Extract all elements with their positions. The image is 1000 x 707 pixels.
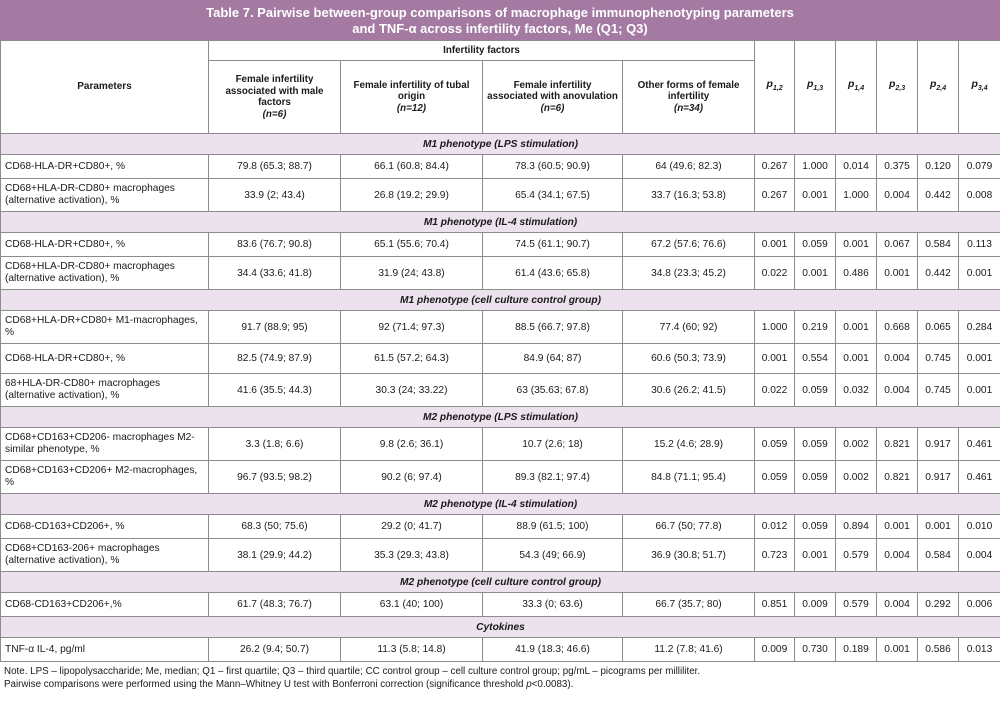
p-value-cell: 0.917 [918, 428, 959, 461]
table-row [1, 179, 1000, 212]
group-value-cell: 33.7 (16.3; 53.8) [623, 179, 755, 212]
p-value-cell: 0.375 [877, 155, 918, 179]
parameter-cell: CD68+CD163+CD206- macrophages M2-similar phenotype, % [1, 428, 209, 461]
p-value-cell: 0.002 [836, 461, 877, 494]
p-value-cell: 0.001 [795, 179, 836, 212]
p-value-cell: 0.001 [877, 638, 918, 662]
group-value-cell: 15.2 (4.6; 28.9) [623, 428, 755, 461]
group-value-cell: 79.8 (65.3; 88.7) [209, 155, 341, 179]
p-value-cell: 0.012 [755, 515, 795, 539]
p-value-cell: 0.189 [836, 638, 877, 662]
p-value-cell: 0.022 [755, 257, 795, 290]
group-value-cell: 61.4 (43.6; 65.8) [483, 257, 623, 290]
group-value-cell: 88.5 (66.7; 97.8) [483, 311, 623, 344]
p-value-cell: 0.113 [959, 233, 1000, 257]
group-value-cell: 3.3 (1.8; 6.6) [209, 428, 341, 461]
table-row [1, 233, 1000, 257]
group-value-cell: 29.2 (0; 41.7) [341, 515, 483, 539]
table-title [0, 0, 1000, 40]
table-row [1, 344, 1000, 374]
p-value-cell: 0.668 [877, 311, 918, 344]
group-value-cell: 41.6 (35.5; 44.3) [209, 374, 341, 407]
table-row [1, 593, 1000, 617]
parameter-cell: CD68-HLA-DR+CD80+, % [1, 233, 209, 257]
p-value-cell: 0.004 [877, 179, 918, 212]
group-value-cell: 10.7 (2.6; 18) [483, 428, 623, 461]
p-value-cell: 0.001 [959, 257, 1000, 290]
group-value-cell: 35.3 (29.3; 43.8) [341, 539, 483, 572]
group-value-cell: 89.3 (82.1; 97.4) [483, 461, 623, 494]
section-title: M1 phenotype (LPS stimulation) [1, 134, 1000, 155]
p-value-cell: 1.000 [795, 155, 836, 179]
section-title: M1 phenotype (cell culture control group) [1, 290, 1000, 311]
header-group-1: Female infertility associated with male factors (n=6) [209, 61, 341, 134]
table-row [1, 311, 1000, 344]
p-value-cell: 0.292 [918, 593, 959, 617]
group-value-cell: 61.5 (57.2; 64.3) [341, 344, 483, 374]
header-p12: $p_{1,2}$ [755, 41, 795, 134]
section-title: M2 phenotype (LPS stimulation) [1, 407, 1000, 428]
p-value-cell: 0.579 [836, 539, 877, 572]
section-header [1, 134, 1000, 155]
group-value-cell: 92 (71.4; 97.3) [341, 311, 483, 344]
p-value-cell: 0.586 [918, 638, 959, 662]
group-value-cell: 9.8 (2.6; 36.1) [341, 428, 483, 461]
p-value-cell: 0.486 [836, 257, 877, 290]
section-header [1, 290, 1000, 311]
group-value-cell: 61.7 (48.3; 76.7) [209, 593, 341, 617]
p-value-cell: 0.001 [755, 233, 795, 257]
p-value-cell: 0.065 [918, 311, 959, 344]
header-p23: $p_{2,3}$ [877, 41, 918, 134]
p-value-cell: 0.723 [755, 539, 795, 572]
p-value-cell: 0.554 [795, 344, 836, 374]
group-value-cell: 84.8 (71.1; 95.4) [623, 461, 755, 494]
p-value-cell: 0.009 [755, 638, 795, 662]
p-value-cell: 0.001 [877, 515, 918, 539]
p-value-cell: 0.004 [877, 593, 918, 617]
group-value-cell: 36.9 (30.8; 51.7) [623, 539, 755, 572]
p-value-cell: 0.730 [795, 638, 836, 662]
group-value-cell: 66.7 (35.7; 80) [623, 593, 755, 617]
parameter-cell: CD68+HLA-DR+CD80+ M1-macrophages, % [1, 311, 209, 344]
section-title: M1 phenotype (IL-4 stimulation) [1, 212, 1000, 233]
p-value-cell: 0.894 [836, 515, 877, 539]
p-value-cell: 0.059 [795, 428, 836, 461]
group-value-cell: 66.1 (60.8; 84.4) [341, 155, 483, 179]
group-value-cell: 54.3 (49; 66.9) [483, 539, 623, 572]
p-value-cell: 0.004 [877, 344, 918, 374]
parameter-cell: CD68-HLA-DR+CD80+, % [1, 344, 209, 374]
group-value-cell: 33.3 (0; 63.6) [483, 593, 623, 617]
parameter-cell: CD68+HLA-DR-CD80+ macrophages (alternative activation), % [1, 257, 209, 290]
p-value-cell: 0.821 [877, 428, 918, 461]
header-p34: $p_{3,4}$ [959, 41, 1000, 134]
section-header [1, 494, 1000, 515]
p-value-cell: 0.851 [755, 593, 795, 617]
group-value-cell: 83.6 (76.7; 90.8) [209, 233, 341, 257]
header-p13: $p_{1,3}$ [795, 41, 836, 134]
p-value-cell: 0.001 [836, 233, 877, 257]
parameter-cell: CD68-HLA-DR+CD80+, % [1, 155, 209, 179]
p-value-cell: 0.821 [877, 461, 918, 494]
p-value-cell: 0.059 [795, 515, 836, 539]
p-value-cell: 0.059 [795, 374, 836, 407]
header-parameters: Parameters [1, 41, 209, 134]
group-value-cell: 78.3 (60.5; 90.9) [483, 155, 623, 179]
p-value-cell: 1.000 [836, 179, 877, 212]
header-group-2: Female infertility of tubal origin (n=12) [341, 61, 483, 134]
p-value-cell: 0.584 [918, 539, 959, 572]
p-value-cell: 0.014 [836, 155, 877, 179]
group-value-cell: 34.4 (33.6; 41.8) [209, 257, 341, 290]
group-value-cell: 66.7 (50; 77.8) [623, 515, 755, 539]
p-value-cell: 0.059 [755, 428, 795, 461]
header-group-4: Other forms of female infertility (n=34) [623, 61, 755, 134]
header-group-3: Female infertility associated with anovulation (n=6) [483, 61, 623, 134]
group-value-cell: 65.4 (34.1; 67.5) [483, 179, 623, 212]
p-value-cell: 0.032 [836, 374, 877, 407]
header-p24: $p_{2,4}$ [918, 41, 959, 134]
p-value-cell: 0.004 [877, 539, 918, 572]
table-row [1, 428, 1000, 461]
table-note [0, 662, 1000, 691]
group-value-cell: 63 (35.63; 67.8) [483, 374, 623, 407]
note-line1: Note. LPS – lipopolysaccharide; Me, median; Q1 – first quartile; Q3 – third quartile; CC control group – cell culture control group; pg/mL – picograms per milliliter. [4, 666, 701, 677]
p-value-cell: 0.442 [918, 257, 959, 290]
group-value-cell: 34.8 (23.3; 45.2) [623, 257, 755, 290]
p-value-cell: 0.067 [877, 233, 918, 257]
table-title-line1: Table 7. Pairwise between-group comparisons of macrophage immunophenotyping parameters [206, 5, 794, 20]
section-header [1, 617, 1000, 638]
table-row [1, 374, 1000, 407]
p-value-cell: 0.267 [755, 179, 795, 212]
group-value-cell: 91.7 (88.9; 95) [209, 311, 341, 344]
group-value-cell: 11.2 (7.8; 41.6) [623, 638, 755, 662]
p-value-cell: 0.059 [755, 461, 795, 494]
p-value-cell: 0.059 [795, 233, 836, 257]
p-value-cell: 0.022 [755, 374, 795, 407]
p-value-cell: 0.001 [795, 539, 836, 572]
p-value-cell: 0.284 [959, 311, 1000, 344]
p-value-cell: 0.010 [959, 515, 1000, 539]
group-value-cell: 68.3 (50; 75.6) [209, 515, 341, 539]
table-row [1, 257, 1000, 290]
table-row [1, 539, 1000, 572]
group-value-cell: 67.2 (57.6; 76.6) [623, 233, 755, 257]
section-title: Cytokines [1, 617, 1000, 638]
group-value-cell: 41.9 (18.3; 46.6) [483, 638, 623, 662]
table-row [1, 638, 1000, 662]
p-value-cell: 0.001 [877, 257, 918, 290]
group-value-cell: 26.2 (9.4; 50.7) [209, 638, 341, 662]
p-value-cell: 0.001 [836, 344, 877, 374]
p-value-cell: 0.002 [836, 428, 877, 461]
p-value-cell: 0.917 [918, 461, 959, 494]
group-value-cell: 11.3 (5.8; 14.8) [341, 638, 483, 662]
section-header [1, 407, 1000, 428]
group-value-cell: 88.9 (61.5; 100) [483, 515, 623, 539]
p-value-cell: 0.745 [918, 344, 959, 374]
p-value-cell: 0.001 [795, 257, 836, 290]
group-value-cell: 82.5 (74.9; 87.9) [209, 344, 341, 374]
p-value-cell: 0.442 [918, 179, 959, 212]
p-value-cell: 0.001 [918, 515, 959, 539]
p-value-cell: 0.004 [959, 539, 1000, 572]
table-row [1, 155, 1000, 179]
header-infertility-factors: Infertility factors [209, 41, 755, 61]
group-value-cell: 64 (49.6; 82.3) [623, 155, 755, 179]
p-value-cell: 0.461 [959, 428, 1000, 461]
section-title: M2 phenotype (cell culture control group) [1, 572, 1000, 593]
p-value-cell: 0.219 [795, 311, 836, 344]
header-p14: $p_{1,4}$ [836, 41, 877, 134]
parameter-cell: 68+HLA-DR-CD80+ macrophages (alternative activation), % [1, 374, 209, 407]
group-value-cell: 30.3 (24; 33.22) [341, 374, 483, 407]
table-row [1, 515, 1000, 539]
group-value-cell: 65.1 (55.6; 70.4) [341, 233, 483, 257]
p-value-cell: 0.579 [836, 593, 877, 617]
parameter-cell: CD68+CD163-206+ macrophages (alternative activation), % [1, 539, 209, 572]
p-value-cell: 0.006 [959, 593, 1000, 617]
group-value-cell: 30.6 (26.2; 41.5) [623, 374, 755, 407]
p-value-cell: 0.120 [918, 155, 959, 179]
group-value-cell: 96.7 (93.5; 98.2) [209, 461, 341, 494]
p-value-cell: 0.001 [959, 374, 1000, 407]
group-value-cell: 90.2 (6; 97.4) [341, 461, 483, 494]
group-value-cell: 31.9 (24; 43.8) [341, 257, 483, 290]
p-value-cell: 0.004 [877, 374, 918, 407]
group-value-cell: 77.4 (60; 92) [623, 311, 755, 344]
p-value-cell: 0.001 [755, 344, 795, 374]
section-title: M2 phenotype (IL-4 stimulation) [1, 494, 1000, 515]
parameter-cell: TNF-α IL-4, pg/ml [1, 638, 209, 662]
p-value-cell: 0.584 [918, 233, 959, 257]
parameter-cell: CD68-CD163+CD206+, % [1, 515, 209, 539]
group-value-cell: 26.8 (19.2; 29.9) [341, 179, 483, 212]
section-header [1, 572, 1000, 593]
parameter-cell: CD68-CD163+CD206+,% [1, 593, 209, 617]
data-table [0, 40, 1000, 662]
parameter-cell: CD68+CD163+CD206+ M2-macrophages, % [1, 461, 209, 494]
p-value-cell: 0.009 [795, 593, 836, 617]
table-title-line2: and TNF-α across infertility factors, Me (Q1; Q3) [352, 21, 648, 36]
p-value-cell: 0.267 [755, 155, 795, 179]
group-value-cell: 84.9 (64; 87) [483, 344, 623, 374]
table-body [1, 134, 1000, 662]
group-value-cell: 60.6 (50.3; 73.9) [623, 344, 755, 374]
table-row [1, 461, 1000, 494]
group-value-cell: 38.1 (29.9; 44.2) [209, 539, 341, 572]
p-value-cell: 0.079 [959, 155, 1000, 179]
p-value-cell: 0.013 [959, 638, 1000, 662]
p-value-cell: 0.461 [959, 461, 1000, 494]
parameter-cell: CD68+HLA-DR-CD80+ macrophages (alternative activation), % [1, 179, 209, 212]
p-value-cell: 0.001 [836, 311, 877, 344]
section-header [1, 212, 1000, 233]
note-line2: Pairwise comparisons were performed using the Mann–Whitney U test with Bonferroni correction (significance threshold p<0.0083). [4, 679, 574, 690]
p-value-cell: 0.008 [959, 179, 1000, 212]
p-value-cell: 0.001 [959, 344, 1000, 374]
p-value-cell: 0.059 [795, 461, 836, 494]
group-value-cell: 74.5 (61.1; 90.7) [483, 233, 623, 257]
p-value-cell: 0.745 [918, 374, 959, 407]
group-value-cell: 33.9 (2; 43.4) [209, 179, 341, 212]
p-value-cell: 1.000 [755, 311, 795, 344]
group-value-cell: 63.1 (40; 100) [341, 593, 483, 617]
